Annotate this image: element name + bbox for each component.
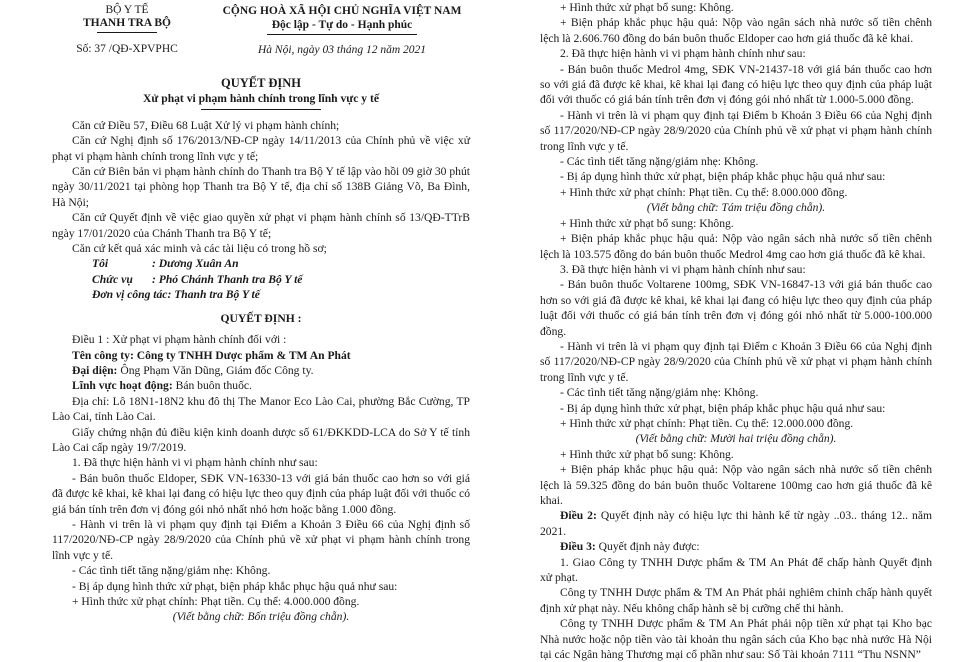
basis-paragraph: Căn cứ Nghị định số 176/2013/NĐ-CP ngày 14/11/2013 của Chính phủ về việc xử phạt vi phạm hành chính trong lĩnh vực y tế;: [52, 134, 470, 163]
officer-block: [52, 256, 470, 302]
ministry-name: BỘ Y TẾ: [105, 4, 149, 16]
article-3: [540, 539, 932, 554]
penalty-item: + Hình thức xử phạt bổ sung: Không.: [560, 447, 734, 461]
right-column: [540, 0, 932, 662]
motto: Độc lập - Tự do - Hạnh phúc: [271, 19, 413, 31]
amount-in-words: (Viết bằng chữ: Bốn triệu đồng chẵn).: [172, 610, 350, 624]
penalty-item: + Hình thức xử phạt chính: Phạt tiền. Cụ thể: 8.000.000 đồng.: [560, 185, 848, 199]
enforcement-item: Công ty TNHH Dược phẩm & TM An Phát phải nghiêm chỉnh chấp hành quyết định xử phạt này. Nếu không chấp hành sẽ bị cưỡng chế thi hành.: [540, 586, 932, 615]
penalty-item: + Hình thức xử phạt bổ sung: Không.: [560, 1, 734, 14]
penalty-item: - Bán buôn thuốc Medrol 4mg, SĐK VN-21437-18 với giá bán thuốc cao hơn so với giá đã được kê khai, kê khai lại đang có hiệu lực theo quy định của pháp luật đối với thuốc có giá bán tính trên đơn vị đóng gói nhỏ nhất từ 1.000-5.000 đồng.: [540, 62, 932, 107]
penalty-item: - Bị áp dụng hình thức xử phạt, biện pháp khắc phục hậu quả như sau:: [560, 170, 886, 184]
enforcement-item: Công ty TNHH Dược phẩm & TM An Phát phải nộp tiền xử phạt tại Kho bạc Nhà nước hoặc nộp tiền vào tài khoản thu ngân sách của Kho bạc nhà nước Hà Nội tại các Ngân hàng Thương mại cổ phần như sau: Số Tài khoản 7111 “Thu NSNN”: [540, 617, 932, 662]
penalty-item: + Biện pháp khắc phục hậu quả: Nộp vào ngân sách nhà nước số tiền chênh lệch là 103.575 đồng do bán buôn thuốc Medrol 4mg cao hơn giá thuốc đã kê khai.: [540, 232, 932, 261]
document-header: [52, 0, 470, 72]
officer-label: Đơn vị công tác: [92, 288, 168, 302]
penalty-item: - Hành vi trên là vi phạm quy định tại Điểm b Khoản 3 Điều 66 của Nghị định số 117/2020/NĐ-CP ngày 28/9/2020 của Chính phủ về xử phạt vi phạm hành chính trong lĩnh vực y tế.: [540, 108, 932, 153]
amount-in-words: (Viết bằng chữ: Tám triệu đồng chẵn).: [646, 201, 826, 215]
decide-heading: QUYẾT ĐỊNH :: [220, 311, 302, 325]
license-info: Giấy chứng nhận đủ điều kiện kinh doanh dược số 61/ĐKKDD-LCA do Sở Y tế tỉnh Lào Cai cấp ngày 19/7/2019.: [52, 425, 470, 454]
penalty-item: 3. Đã thực hiện hành vi vi phạm hành chính như sau:: [560, 262, 806, 276]
agency-name: THANH TRA BỘ: [83, 17, 171, 29]
officer-row: [92, 287, 470, 302]
officer-value: : Thanh tra Bộ Y tế: [167, 288, 260, 302]
motto-underline: [267, 34, 417, 35]
penalty-item: + Hình thức xử phạt bổ sung: Không.: [560, 216, 734, 230]
amount-in-words: (Viết bằng chữ: Mười hai triệu đồng chẵn).: [635, 432, 837, 446]
officer-value: : Dương Xuân An: [152, 257, 239, 271]
company-address: Địa chỉ: Lô 18N1-18N2 khu đô thị The Manor Eco Lào Cai, phường Bắc Cường, TP Lào Cai, tỉnh Lào Cai.: [52, 394, 470, 424]
field-value: Bán buôn thuốc.: [175, 379, 252, 393]
number-suffix: /QĐ-XPVPHC: [108, 43, 178, 55]
rep-label: Đại diện:: [72, 363, 118, 377]
article-2: [540, 508, 932, 539]
business-field: [52, 378, 470, 393]
penalty-item: 2. Đã thực hiện hành vi vi phạm hành chính như sau:: [560, 47, 806, 61]
violation-item: - Các tình tiết tăng nặng/giảm nhẹ: Không.: [72, 564, 271, 578]
basis-paragraph: Căn cứ Điều 57, Điều 68 Luật Xử lý vi phạm hành chính;: [72, 118, 340, 132]
penalty-item: - Các tình tiết tăng nặng/giảm nhẹ: Không.: [560, 155, 759, 169]
article-3-label: Điều 3:: [560, 540, 596, 554]
penalty-item: - Bị áp dụng hình thức xử phạt, biện pháp khắc phục hậu quả như sau:: [560, 401, 886, 415]
issuer-underline: [97, 32, 157, 33]
nation-name: CỘNG HOÀ XÃ HỘI CHỦ NGHĨA VIỆT NAM: [222, 5, 462, 17]
document-number: [52, 43, 202, 56]
violation-item: + Hình thức xử phạt chính: Phạt tiền. Cụ thể: 4.000.000 đồng.: [72, 595, 360, 608]
article-1: Điều 1 : Xử phạt vi phạm hành chính đối với :: [72, 333, 287, 347]
basis-paragraph: Căn cứ kết quả xác minh và các tài liệu có trong hồ sơ;: [72, 242, 327, 256]
officer-row: [92, 256, 470, 271]
officer-value: : Phó Chánh Thanh tra Bộ Y tế: [152, 272, 303, 286]
violation-item: 1. Đã thực hiện hành vi vi phạm hành chính như sau:: [72, 456, 318, 470]
article-3-text: Quyết định này được:: [598, 540, 700, 554]
issuer-block: [52, 4, 202, 56]
subtitle-underline: [201, 109, 321, 110]
enforcement-item: 1. Giao Công ty TNHH Dược phẩm & TM An Phát để chấp hành Quyết định xử phạt.: [540, 555, 932, 585]
doc-subtitle: Xử phạt vi phạm hành chính trong lĩnh vực y tế: [143, 92, 379, 106]
article-2-label: Điều 2:: [560, 509, 597, 523]
penalty-item: - Các tình tiết tăng nặng/giảm nhẹ: Không.: [560, 386, 759, 400]
violation-item: - Bán buôn thuốc Eldoper, SĐK VN-16330-13 với giá bán thuốc cao hơn so với giá đã được kê khai, kê khai lại đang có hiệu lực theo quy định của pháp luật đối với thuốc có giá bán tính trên đơn vị đóng gói nhỏ nhất nhỏ hơn hoặc bằng 1.000 đồng.: [52, 471, 470, 516]
violation-item: - Bị áp dụng hình thức xử phạt, biện pháp khắc phục hậu quả như sau:: [72, 579, 398, 593]
penalty-item: - Bán buôn thuốc Voltarene 100mg, SĐK VN-16847-13 với giá bán thuốc cao hơn so với giá đã được kê khai, kê khai lại đang có hiệu lực theo quy định của pháp luật đối với thuốc có giá bán tính trên đơn vị đóng gói nhỏ nhất từ 5.000-100.000 đồng.: [540, 278, 932, 338]
number-value: 37: [94, 43, 106, 55]
company-name: Tên công ty: Công ty TNHH Dược phẩm & TM An Phát: [72, 348, 351, 362]
violation-item: - Hành vi trên là vi phạm quy định tại Điểm a Khoản 3 Điều 66 của Nghị định số 117/2020/NĐ-CP ngày 28/9/2020 của Chính phủ về xử phạt vi phạm hành chính trong lĩnh vực y tế.: [52, 517, 470, 562]
penalty-item: + Biện pháp khắc phục hậu quả: Nộp vào ngân sách nhà nước số tiền chênh lệch là 59.325 đồng do bán buôn thuốc Voltarene 100mg cao hơn giá thuốc đã kê khai.: [540, 463, 932, 507]
penalty-item: + Hình thức xử phạt chính: Phạt tiền. Cụ thể: 12.000.000 đồng.: [560, 416, 854, 430]
document-date: Hà Nội, ngày 03 tháng 12 năm 2021: [257, 44, 427, 56]
basis-paragraph: Căn cứ Biên bản vi phạm hành chính do Thanh tra Bộ Y tế lập vào hồi 09 giờ 30 phút ngày 30/11/2021 tại phòng họp Thanh tra Bộ Y tế, địa chỉ số 138B Giảng Võ, Ba Đình, Hà Nội;: [52, 165, 470, 209]
article-2-text: Quyết định này có hiệu lực thi hành kể từ ngày ..03.. tháng 12.. năm 2021.: [540, 509, 933, 538]
nation-block: [212, 4, 472, 57]
officer-row: [92, 272, 470, 287]
left-column: [52, 0, 470, 625]
number-label: Số:: [76, 43, 92, 55]
penalty-item: + Biện pháp khắc phục hậu quả: Nộp vào ngân sách nhà nước số tiền chênh lệch là 2.606.760 đồng do bán buôn thuốc Eldoper cao hơn giá thuốc đã kê khai.: [540, 16, 932, 45]
basis-paragraph: Căn cứ Quyết định về việc giao quyền xử phạt vi phạm hành chính số 13/QĐ-TTrB ngày 17/01/2020 của Chánh Thanh tra Bộ Y tế;: [52, 211, 470, 240]
rep-value: Ông Phạm Văn Dũng, Giám đốc Công ty.: [120, 363, 314, 377]
doc-title: QUYẾT ĐỊNH: [221, 76, 301, 90]
representative: [52, 363, 470, 378]
penalty-item: - Hành vi trên là vi phạm quy định tại Điểm c Khoản 3 Điều 66 của Nghị định số 117/2020/NĐ-CP ngày 28/9/2020 của Chính phủ về xử phạt vi phạm hành chính trong lĩnh vực y tế.: [540, 339, 932, 384]
field-label: Lĩnh vực hoạt động:: [72, 379, 173, 393]
officer-label: Tôi: [92, 257, 109, 271]
officer-label: Chức vụ: [92, 272, 133, 286]
